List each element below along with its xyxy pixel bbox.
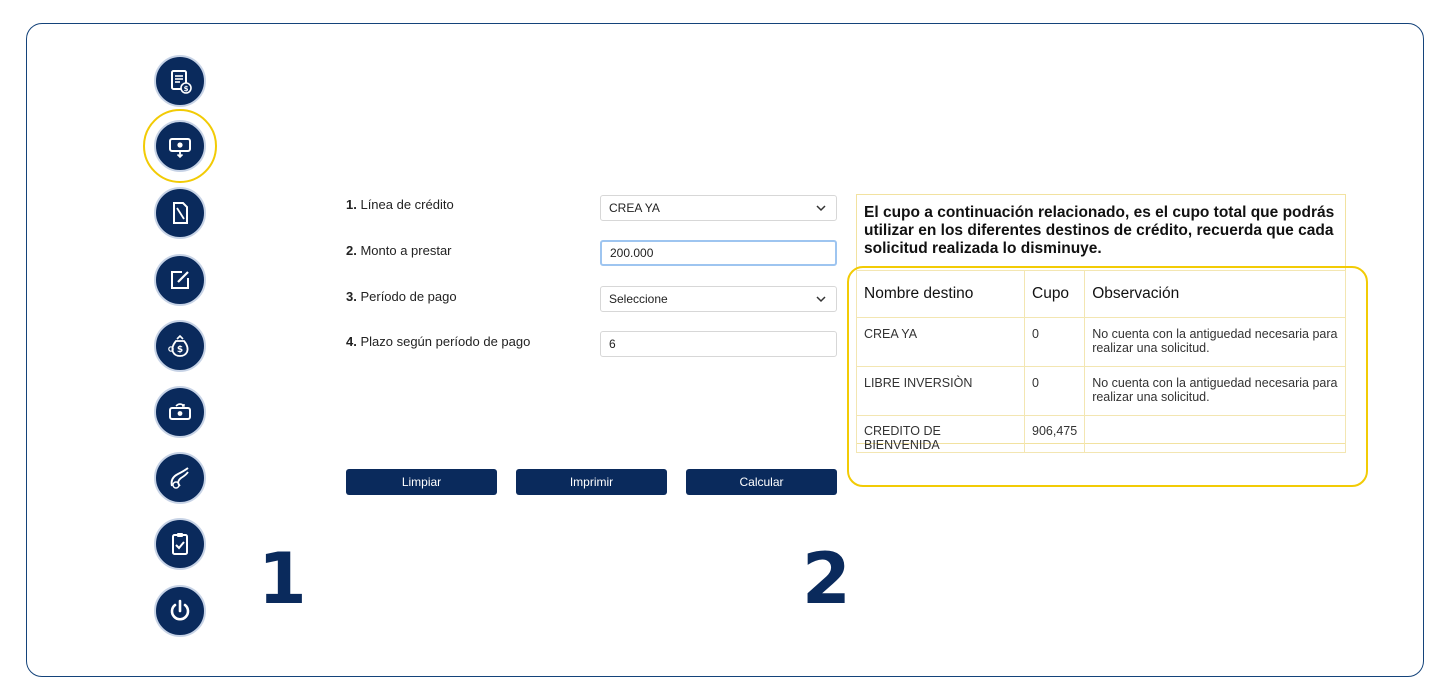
label-number: 2. <box>346 243 357 258</box>
chevron-down-icon <box>816 294 826 304</box>
label-text: Período de pago <box>360 289 457 304</box>
destination-name: CREDITO DE BIENVENIDA <box>857 416 1025 453</box>
amount-input[interactable] <box>600 240 837 266</box>
input-value: 6 <box>609 337 616 351</box>
label-payment-period <box>346 289 457 304</box>
print-button[interactable]: Imprimir <box>516 469 667 495</box>
sidebar-item-money-bag[interactable] <box>154 320 206 372</box>
sidebar-item-cash-refresh[interactable] <box>154 386 206 438</box>
sidebar-item-document[interactable] <box>154 187 206 239</box>
quota-value: 0 <box>1025 367 1085 416</box>
label-number: 4. <box>346 334 357 349</box>
label-text: Línea de crédito <box>360 197 454 212</box>
select-value: Seleccione <box>609 292 668 306</box>
destination-name: LIBRE INVERSIÒN <box>857 367 1025 416</box>
sidebar-item-checklist[interactable] <box>154 518 206 570</box>
edit-icon <box>166 266 194 294</box>
svg-text:$: $ <box>176 345 184 355</box>
column-header: Observación <box>1085 271 1346 318</box>
select-value: CREA YA <box>609 201 660 215</box>
credit-line-select[interactable] <box>600 195 837 221</box>
label-number: 3. <box>346 289 357 304</box>
label-text: Plazo según período de pago <box>360 334 531 349</box>
sidebar-item-power[interactable] <box>154 585 206 637</box>
sidebar-item-signature[interactable] <box>154 452 206 504</box>
quota-info-text: El cupo a continuación relacionado, es el cupo total que podrás utilizar en los diferentes destinos de crédito, recuerda que cada solicitud realizada lo disminuye. <box>864 204 1335 257</box>
cash-withdraw-icon <box>166 132 194 160</box>
table-highlight <box>847 266 1368 487</box>
observation: No cuenta con la antiguedad necesaria para realizar una solicitud. <box>1085 367 1346 416</box>
observation: No cuenta con la antiguedad necesaria para realizar una solicitud. <box>1085 318 1346 367</box>
svg-text:$: $ <box>183 85 189 93</box>
calculate-button[interactable]: Calcular <box>686 469 837 495</box>
sidebar-item-invoice[interactable] <box>154 55 206 107</box>
payment-period-select[interactable] <box>600 286 837 312</box>
term-input[interactable] <box>600 331 837 357</box>
clear-button[interactable]: Limpiar <box>346 469 497 495</box>
label-number: 1. <box>346 197 357 212</box>
money-bag-icon <box>166 332 194 360</box>
input-value: 200.000 <box>610 246 654 260</box>
destination-name: CREA YA <box>857 318 1025 367</box>
quota-value: 0 <box>1025 318 1085 367</box>
column-header: Nombre destino <box>857 271 1025 318</box>
quota-value: 906,475 <box>1025 416 1085 453</box>
label-text: Monto a prestar <box>360 243 452 258</box>
document-icon <box>166 199 194 227</box>
label-amount <box>346 243 452 258</box>
signature-icon <box>166 464 194 492</box>
invoice-dollar-icon <box>166 67 194 95</box>
marker-one: 1 <box>258 538 307 620</box>
chevron-down-icon <box>816 203 826 213</box>
sidebar-item-edit[interactable] <box>154 254 206 306</box>
checklist-icon <box>166 530 194 558</box>
marker-two: 2 <box>802 538 851 620</box>
cash-refresh-icon <box>166 398 194 426</box>
label-term <box>346 334 530 349</box>
power-icon <box>166 597 194 625</box>
label-credit-line <box>346 197 454 212</box>
column-header: Cupo <box>1025 271 1085 318</box>
sidebar-item-cash-withdraw[interactable] <box>154 120 206 172</box>
